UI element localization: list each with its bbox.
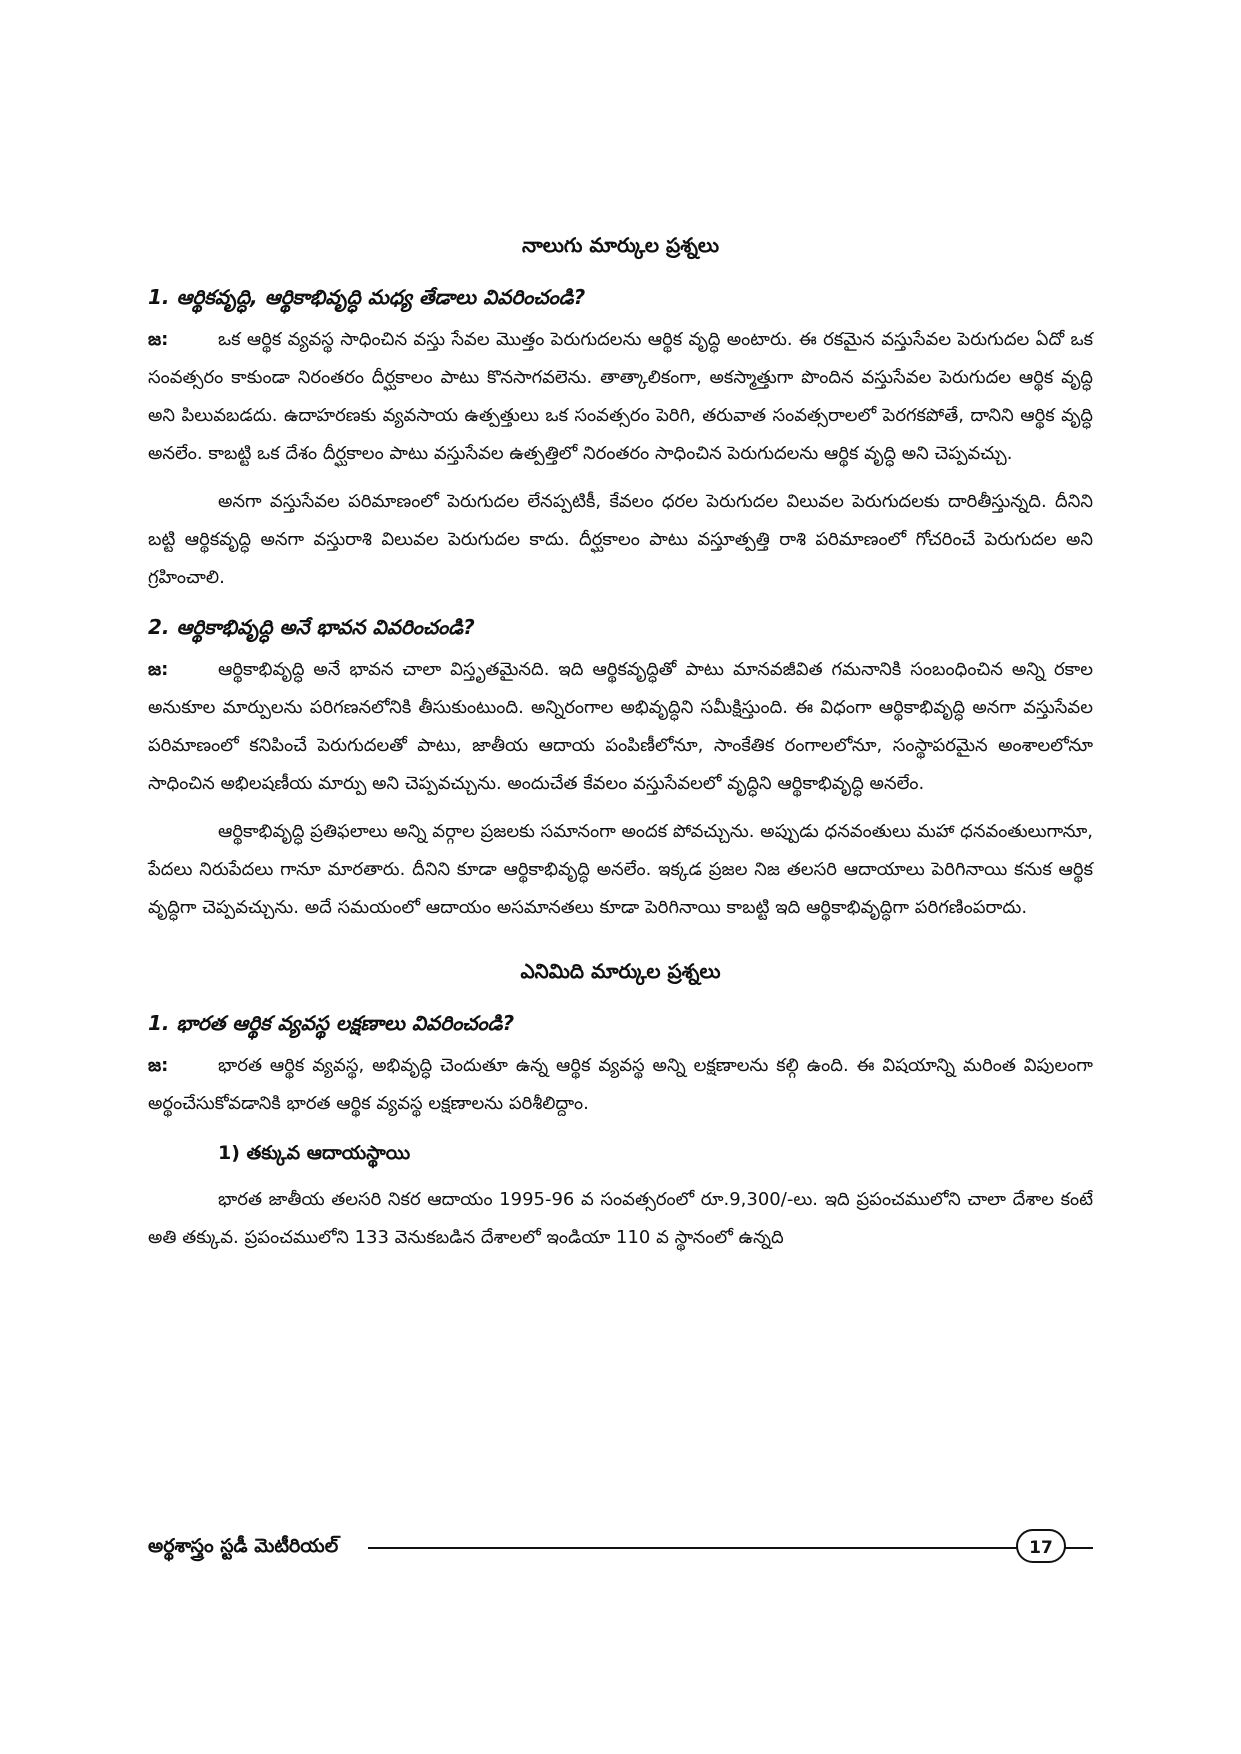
section-title-four-marks: నాలుగు మార్కుల ప్రశ్నలు — [521, 233, 720, 257]
page-content — [148, 225, 1093, 1585]
answer-text: భారత ఆర్థిక వ్యవస్థ, అభివృద్ధి చెందుతూ ఉన్న ఆర్థిక వ్యవస్థ అన్ని లక్షణాలను కల్గి ఉంది. ఈ విషయాన్ని మరింత విపులంగా అర్థంచేసుకోవడానికి భారత ఆర్థిక వ్యవస్థ లక్షణాలను పరిశీలిద్దాం. — [148, 1055, 1093, 1114]
section-title-eight-marks: ఎనిమిది మార్కుల ప్రశ్నలు — [520, 959, 721, 983]
answer-text: ఒక ఆర్థిక వ్యవస్థ సాధించిన వస్తు సేవల మొత్తం పెరుగుదలను ఆర్థిక వృద్ధి అంటారు. ఈ రకమైన వస్తుసేవల పెరుగుదల ఏదో ఒక సంవత్సరం కాకుండా నిరంతరం దీర్ఘకాలం పాటు కొనసాగవలెను. తాత్కాలికంగా, అకస్మాత్తుగా పొందిన వస్తుసేవల పెరుగుదల ఆర్థిక వృద్ధి అని పిలువబడదు. ఉదాహరణకు వ్యవసాయ ఉత్పత్తులు ఒక సంవత్సరం పెరిగి, తరువాత సంవత్సరాలలో పెరగకపోతే, దానిని ఆర్థిక వృద్ధి అనలేం. కాబట్టి ఒక దేశం దీర్ఘకాలం పాటు వస్తుసేవల ఉత్పత్తిలో నిరంతరం సాధించిన పెరుగుదలను ఆర్థిక వృద్ధి అని చెప్పవచ్చు. — [148, 329, 1093, 464]
page-number: 17 — [1016, 1529, 1066, 1563]
footer-title: అర్థశాస్త్రం స్టడీ మెటీరియల్ — [148, 1529, 344, 1563]
answer-label: జ: — [148, 1055, 169, 1076]
answer-2-paragraph-2: ఆర్థికాభివృద్ధి ప్రతిఫలాలు అన్ని వర్గాల ప్రజలకు సమానంగా అందక పోవచ్చును. అప్పుడు ధనవంతులు మహా ధనవంతులుగానూ, పేదలు నిరుపేదలు గానూ మారతారు. దీనిని కూడా ఆర్థికాభివృద్ధి అనలేం. ఇక్కడ ప్రజల నిజ తలసరి ఆదాయాలు పెరిగినాయి కనుక ఆర్థిక వృద్ధిగా చెప్పవచ్చును. అదే సమయంలో ఆదాయం అసమానతలు కూడా పెరిగినాయి కాబట్టి ఇది ఆర్థికాభివృద్ధిగా పరిగణింపరాదు. — [148, 821, 1093, 918]
answer-eight-paragraph-2: భారత జాతీయ తలసరి నికర ఆదాయం 1995-96 వ సంవత్సరంలో రూ.9,300/-లు. ఇది ప్రపంచములోని చాలా దేశాల కంటే అతి తక్కువ. ప్రపంచములోని 133 వెనుకబడిన దేశాలలో ఇండియా 110 వ స్థానంలో ఉన్నది — [148, 1189, 1093, 1248]
answer-eight-paragraph-1 — [148, 1047, 1093, 1123]
answer-1-paragraph-1 — [148, 321, 1093, 473]
answer-text: ఆర్థికాభివృద్ధి అనే భావన చాలా విస్తృతమైనది. ఇది ఆర్థికవృద్ధితో పాటు మానవజీవిత గమనానికి సంబంధించిన అన్ని రకాల అనుకూల మార్పులను పరిగణనలోనికి తీసుకుంటుంది. అన్నిరంగాల అభివృద్ధిని సమీక్షిస్తుంది. ఈ విధంగా ఆర్థికాభివృద్ధి అనగా వస్తుసేవల పరిమాణంలో కనిపించే పెరుగుదలతో పాటు, జాతీయ ఆదాయ పంపిణీలోనూ, సాంకేతిక రంగాలలోనూ, సంస్థాపరమైన అంశాలలోనూ సాధించిన అభిలషణీయ మార్పు అని చెప్పవచ్చును. అందుచేత కేవలం వస్తుసేవలలో వృద్ధిని ఆర్థికాభివృద్ధి అనలేం. — [148, 659, 1093, 794]
answer-2-paragraph-1 — [148, 651, 1093, 803]
section-gap — [148, 937, 1093, 951]
question-1-four-marks: 1. ఆర్థికవృద్ధి, ఆర్థికాభివృద్ధి మధ్య తేడాలు వివరించండి? — [148, 285, 586, 309]
answer-label: జ: — [148, 659, 169, 680]
question-2-four-marks: 2. ఆర్థికాభివృద్ధి అనే భావన వివరించండి? — [148, 615, 475, 639]
answer-label: జ: — [148, 329, 169, 350]
answer-1-paragraph-2: అనగా వస్తుసేవల పరిమాణంలో పెరుగుదల లేనప్పటికీ, కేవలం ధరల పెరుగుదల విలువల పెరుగుదలకు దారితీస్తున్నది. దీనిని బట్టి ఆర్థికవృద్ధి అనగా వస్తురాశి విలువల పెరుగుదల కాదు. దీర్ఘకాలం పాటు వస్తూత్పత్తి రాశి పరిమాణంలో గోచరించే పెరుగుదల అని గ్రహించాలి. — [148, 491, 1093, 588]
sub-heading-low-income: 1) తక్కువ ఆదాయస్థాయి — [218, 1142, 411, 1164]
question-1-eight-marks: 1. భారత ఆర్థిక వ్యవస్థ లక్షణాలు వివరించండి? — [148, 1011, 515, 1035]
footer-rule — [368, 1547, 1093, 1549]
page-footer — [148, 1527, 1093, 1567]
